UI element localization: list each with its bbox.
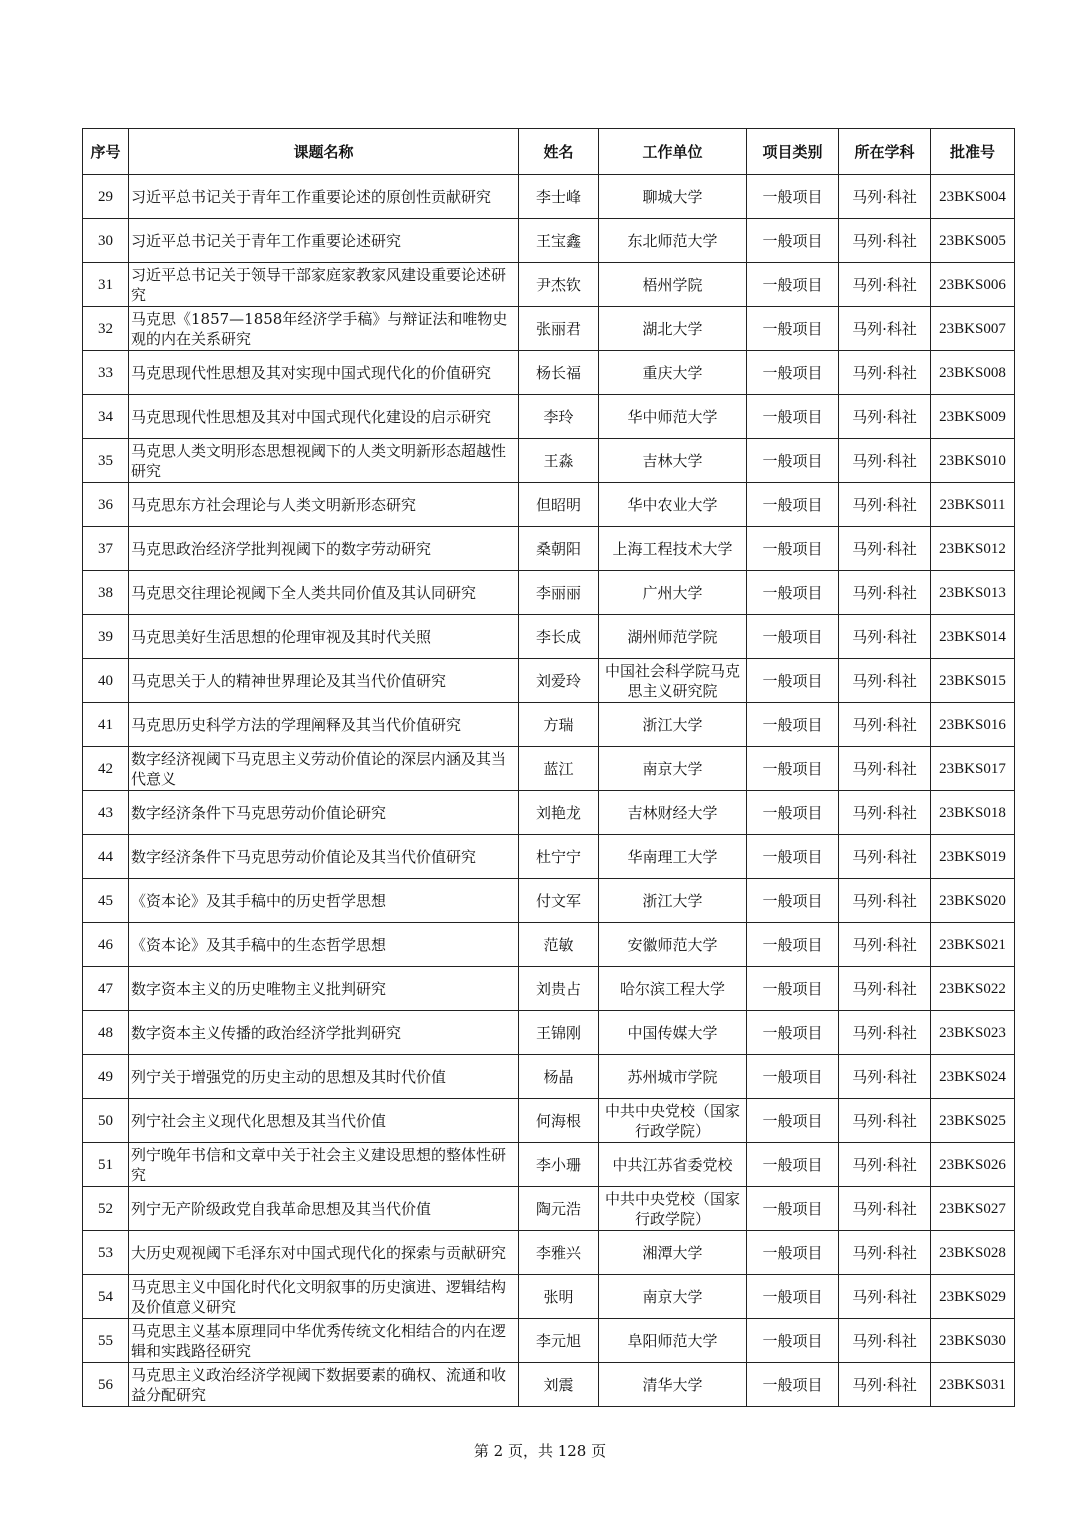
approval-number: 23BKS005	[931, 219, 1015, 263]
table-row	[83, 219, 1015, 263]
work-unit: 苏州城市学院	[599, 1055, 747, 1099]
subject-area: 马列·科社	[839, 1099, 931, 1143]
approval-number: 23BKS025	[931, 1099, 1015, 1143]
table-row	[83, 1231, 1015, 1275]
researcher-name: 李士峰	[519, 175, 599, 219]
researcher-name: 杨晶	[519, 1055, 599, 1099]
researcher-name: 刘艳龙	[519, 791, 599, 835]
project-type: 一般项目	[747, 307, 839, 351]
header-row	[83, 129, 1015, 175]
table-row	[83, 835, 1015, 879]
subject-area: 马列·科社	[839, 615, 931, 659]
subject-area: 马列·科社	[839, 1363, 931, 1407]
approval-number: 23BKS031	[931, 1363, 1015, 1407]
table-row	[83, 351, 1015, 395]
project-title: 马克思关于人的精神世界理论及其当代价值研究	[129, 659, 519, 703]
researcher-name: 李长成	[519, 615, 599, 659]
subject-area: 马列·科社	[839, 1275, 931, 1319]
work-unit: 华中农业大学	[599, 483, 747, 527]
work-unit: 浙江大学	[599, 703, 747, 747]
row-number: 48	[83, 1011, 129, 1055]
approval-number: 23BKS028	[931, 1231, 1015, 1275]
project-title: 列宁无产阶级政党自我革命思想及其当代价值	[129, 1187, 519, 1231]
approval-number: 23BKS006	[931, 263, 1015, 307]
row-number: 49	[83, 1055, 129, 1099]
project-title: 数字经济视阈下马克思主义劳动价值论的深层内涵及其当代意义	[129, 747, 519, 791]
project-title: 习近平总书记关于青年工作重要论述的原创性贡献研究	[129, 175, 519, 219]
project-title: 数字资本主义传播的政治经济学批判研究	[129, 1011, 519, 1055]
researcher-name: 但昭明	[519, 483, 599, 527]
project-title: 列宁晚年书信和文章中关于社会主义建设思想的整体性研究	[129, 1143, 519, 1187]
project-title: 大历史观视阈下毛泽东对中国式现代化的探索与贡献研究	[129, 1231, 519, 1275]
subject-area: 马列·科社	[839, 307, 931, 351]
approval-number: 23BKS026	[931, 1143, 1015, 1187]
project-type: 一般项目	[747, 615, 839, 659]
subject-area: 马列·科社	[839, 175, 931, 219]
subject-area: 马列·科社	[839, 263, 931, 307]
work-unit: 清华大学	[599, 1363, 747, 1407]
row-number: 38	[83, 571, 129, 615]
work-unit: 中共中央党校（国家行政学院）	[599, 1099, 747, 1143]
table-row	[83, 1143, 1015, 1187]
row-number: 46	[83, 923, 129, 967]
project-title: 数字经济条件下马克思劳动价值论及其当代价值研究	[129, 835, 519, 879]
table-row	[83, 263, 1015, 307]
row-number: 33	[83, 351, 129, 395]
header-name: 姓名	[519, 129, 599, 175]
project-type: 一般项目	[747, 1187, 839, 1231]
project-title: 马克思交往理论视阈下全人类共同价值及其认同研究	[129, 571, 519, 615]
work-unit: 安徽师范大学	[599, 923, 747, 967]
researcher-name: 蓝江	[519, 747, 599, 791]
row-number: 32	[83, 307, 129, 351]
project-type: 一般项目	[747, 1319, 839, 1363]
row-number: 42	[83, 747, 129, 791]
subject-area: 马列·科社	[839, 1143, 931, 1187]
table-row	[83, 1187, 1015, 1231]
project-type: 一般项目	[747, 835, 839, 879]
approval-number: 23BKS023	[931, 1011, 1015, 1055]
approval-number: 23BKS029	[931, 1275, 1015, 1319]
approval-number: 23BKS030	[931, 1319, 1015, 1363]
row-number: 52	[83, 1187, 129, 1231]
researcher-name: 范敏	[519, 923, 599, 967]
subject-area: 马列·科社	[839, 1319, 931, 1363]
subject-area: 马列·科社	[839, 703, 931, 747]
row-number: 50	[83, 1099, 129, 1143]
work-unit: 湘潭大学	[599, 1231, 747, 1275]
table-row	[83, 879, 1015, 923]
approval-number: 23BKS019	[931, 835, 1015, 879]
researcher-name: 张丽君	[519, 307, 599, 351]
row-number: 31	[83, 263, 129, 307]
work-unit: 中共江苏省委党校	[599, 1143, 747, 1187]
table-row	[83, 1099, 1015, 1143]
subject-area: 马列·科社	[839, 219, 931, 263]
researcher-name: 李玲	[519, 395, 599, 439]
researcher-name: 方瑞	[519, 703, 599, 747]
work-unit: 吉林财经大学	[599, 791, 747, 835]
project-title: 《资本论》及其手稿中的生态哲学思想	[129, 923, 519, 967]
researcher-name: 刘爱玲	[519, 659, 599, 703]
table-row	[83, 439, 1015, 483]
row-number: 56	[83, 1363, 129, 1407]
subject-area: 马列·科社	[839, 527, 931, 571]
subject-area: 马列·科社	[839, 835, 931, 879]
header-no: 序号	[83, 129, 129, 175]
row-number: 51	[83, 1143, 129, 1187]
work-unit: 广州大学	[599, 571, 747, 615]
subject-area: 马列·科社	[839, 483, 931, 527]
table-row	[83, 395, 1015, 439]
subject-area: 马列·科社	[839, 1231, 931, 1275]
row-number: 41	[83, 703, 129, 747]
work-unit: 哈尔滨工程大学	[599, 967, 747, 1011]
project-type: 一般项目	[747, 483, 839, 527]
approval-number: 23BKS021	[931, 923, 1015, 967]
work-unit: 聊城大学	[599, 175, 747, 219]
header-subject: 所在学科	[839, 129, 931, 175]
table-row	[83, 1055, 1015, 1099]
researcher-name: 刘贵占	[519, 967, 599, 1011]
subject-area: 马列·科社	[839, 571, 931, 615]
project-type: 一般项目	[747, 659, 839, 703]
work-unit: 梧州学院	[599, 263, 747, 307]
table-row	[83, 571, 1015, 615]
row-number: 47	[83, 967, 129, 1011]
work-unit: 浙江大学	[599, 879, 747, 923]
table-row	[83, 1319, 1015, 1363]
project-type: 一般项目	[747, 175, 839, 219]
page-footer: 第 2 页，共 128 页	[473, 1442, 607, 1460]
table-row	[83, 175, 1015, 219]
project-type: 一般项目	[747, 351, 839, 395]
approval-number: 23BKS010	[931, 439, 1015, 483]
project-title: 马克思现代性思想及其对中国式现代化建设的启示研究	[129, 395, 519, 439]
work-unit: 南京大学	[599, 747, 747, 791]
row-number: 29	[83, 175, 129, 219]
approval-number: 23BKS013	[931, 571, 1015, 615]
work-unit: 吉林大学	[599, 439, 747, 483]
researcher-name: 桑朝阳	[519, 527, 599, 571]
approval-number: 23BKS018	[931, 791, 1015, 835]
project-type: 一般项目	[747, 747, 839, 791]
project-title: 数字资本主义的历史唯物主义批判研究	[129, 967, 519, 1011]
project-title: 马克思美好生活思想的伦理审视及其时代关照	[129, 615, 519, 659]
researcher-name: 何海根	[519, 1099, 599, 1143]
row-number: 40	[83, 659, 129, 703]
table-row	[83, 659, 1015, 703]
row-number: 37	[83, 527, 129, 571]
work-unit: 华中师范大学	[599, 395, 747, 439]
researcher-name: 付文军	[519, 879, 599, 923]
work-unit: 上海工程技术大学	[599, 527, 747, 571]
approval-number: 23BKS009	[931, 395, 1015, 439]
project-title: 马克思主义中国化时代化文明叙事的历史演进、逻辑结构及价值意义研究	[129, 1275, 519, 1319]
work-unit: 中国社会科学院马克思主义研究院	[599, 659, 747, 703]
approval-number: 23BKS015	[931, 659, 1015, 703]
approval-number: 23BKS017	[931, 747, 1015, 791]
project-type: 一般项目	[747, 1231, 839, 1275]
table-row	[83, 703, 1015, 747]
project-title: 马克思主义政治经济学视阈下数据要素的确权、流通和收益分配研究	[129, 1363, 519, 1407]
project-type: 一般项目	[747, 439, 839, 483]
project-title: 数字经济条件下马克思劳动价值论研究	[129, 791, 519, 835]
subject-area: 马列·科社	[839, 923, 931, 967]
approval-number: 23BKS014	[931, 615, 1015, 659]
researcher-name: 王淼	[519, 439, 599, 483]
row-number: 55	[83, 1319, 129, 1363]
subject-area: 马列·科社	[839, 439, 931, 483]
subject-area: 马列·科社	[839, 879, 931, 923]
project-title: 马克思现代性思想及其对实现中国式现代化的价值研究	[129, 351, 519, 395]
project-type: 一般项目	[747, 1099, 839, 1143]
work-unit: 中共中央党校（国家行政学院）	[599, 1187, 747, 1231]
table-row	[83, 527, 1015, 571]
work-unit: 东北师范大学	[599, 219, 747, 263]
approval-number: 23BKS016	[931, 703, 1015, 747]
project-type: 一般项目	[747, 395, 839, 439]
table-row	[83, 615, 1015, 659]
approval-number: 23BKS007	[931, 307, 1015, 351]
researcher-name: 刘震	[519, 1363, 599, 1407]
approval-number: 23BKS022	[931, 967, 1015, 1011]
table-row	[83, 967, 1015, 1011]
project-title: 马克思政治经济学批判视阈下的数字劳动研究	[129, 527, 519, 571]
row-number: 34	[83, 395, 129, 439]
project-list-table	[82, 128, 1015, 1407]
table-row	[83, 923, 1015, 967]
researcher-name: 李雅兴	[519, 1231, 599, 1275]
approval-number: 23BKS004	[931, 175, 1015, 219]
table-row	[83, 307, 1015, 351]
project-title: 列宁关于增强党的历史主动的思想及其时代价值	[129, 1055, 519, 1099]
row-number: 35	[83, 439, 129, 483]
project-title: 马克思主义基本原理同中华优秀传统文化相结合的内在逻辑和实践路径研究	[129, 1319, 519, 1363]
header-title: 课题名称	[129, 129, 519, 175]
subject-area: 马列·科社	[839, 1187, 931, 1231]
table-row	[83, 747, 1015, 791]
subject-area: 马列·科社	[839, 395, 931, 439]
row-number: 43	[83, 791, 129, 835]
table-row	[83, 1011, 1015, 1055]
researcher-name: 杜宁宁	[519, 835, 599, 879]
project-type: 一般项目	[747, 1143, 839, 1187]
researcher-name: 张明	[519, 1275, 599, 1319]
approval-number: 23BKS011	[931, 483, 1015, 527]
project-type: 一般项目	[747, 791, 839, 835]
project-type: 一般项目	[747, 1275, 839, 1319]
work-unit: 湖州师范学院	[599, 615, 747, 659]
row-number: 44	[83, 835, 129, 879]
researcher-name: 王宝鑫	[519, 219, 599, 263]
row-number: 30	[83, 219, 129, 263]
header-unit: 工作单位	[599, 129, 747, 175]
project-type: 一般项目	[747, 571, 839, 615]
researcher-name: 杨长福	[519, 351, 599, 395]
work-unit: 华南理工大学	[599, 835, 747, 879]
project-title: 列宁社会主义现代化思想及其当代价值	[129, 1099, 519, 1143]
row-number: 54	[83, 1275, 129, 1319]
project-title: 马克思人类文明形态思想视阈下的人类文明新形态超越性研究	[129, 439, 519, 483]
work-unit: 南京大学	[599, 1275, 747, 1319]
project-type: 一般项目	[747, 1011, 839, 1055]
subject-area: 马列·科社	[839, 1055, 931, 1099]
project-title: 习近平总书记关于领导干部家庭家教家风建设重要论述研究	[129, 263, 519, 307]
row-number: 53	[83, 1231, 129, 1275]
subject-area: 马列·科社	[839, 967, 931, 1011]
row-number: 45	[83, 879, 129, 923]
subject-area: 马列·科社	[839, 791, 931, 835]
table-row	[83, 1363, 1015, 1407]
approval-number: 23BKS008	[931, 351, 1015, 395]
project-type: 一般项目	[747, 1055, 839, 1099]
project-type: 一般项目	[747, 527, 839, 571]
project-type: 一般项目	[747, 263, 839, 307]
researcher-name: 李小珊	[519, 1143, 599, 1187]
project-type: 一般项目	[747, 219, 839, 263]
researcher-name: 李丽丽	[519, 571, 599, 615]
row-number: 39	[83, 615, 129, 659]
subject-area: 马列·科社	[839, 747, 931, 791]
researcher-name: 王锦刚	[519, 1011, 599, 1055]
table-row	[83, 791, 1015, 835]
project-title: 习近平总书记关于青年工作重要论述研究	[129, 219, 519, 263]
researcher-name: 尹杰钦	[519, 263, 599, 307]
row-number: 36	[83, 483, 129, 527]
project-type: 一般项目	[747, 967, 839, 1011]
approval-number: 23BKS024	[931, 1055, 1015, 1099]
project-type: 一般项目	[747, 879, 839, 923]
subject-area: 马列·科社	[839, 1011, 931, 1055]
table-row	[83, 483, 1015, 527]
subject-area: 马列·科社	[839, 659, 931, 703]
project-type: 一般项目	[747, 923, 839, 967]
work-unit: 中国传媒大学	[599, 1011, 747, 1055]
researcher-name: 李元旭	[519, 1319, 599, 1363]
work-unit: 重庆大学	[599, 351, 747, 395]
project-type: 一般项目	[747, 1363, 839, 1407]
project-title: 《资本论》及其手稿中的历史哲学思想	[129, 879, 519, 923]
researcher-name: 陶元浩	[519, 1187, 599, 1231]
approval-number: 23BKS020	[931, 879, 1015, 923]
approval-number: 23BKS027	[931, 1187, 1015, 1231]
subject-area: 马列·科社	[839, 351, 931, 395]
project-title: 马克思《1857—1858年经济学手稿》与辩证法和唯物史观的内在关系研究	[129, 307, 519, 351]
approval-number: 23BKS012	[931, 527, 1015, 571]
header-type: 项目类别	[747, 129, 839, 175]
work-unit: 湖北大学	[599, 307, 747, 351]
project-title: 马克思历史科学方法的学理阐释及其当代价值研究	[129, 703, 519, 747]
table-row	[83, 1275, 1015, 1319]
header-code: 批准号	[931, 129, 1015, 175]
work-unit: 阜阳师范大学	[599, 1319, 747, 1363]
project-title: 马克思东方社会理论与人类文明新形态研究	[129, 483, 519, 527]
table-body	[83, 175, 1015, 1407]
project-type: 一般项目	[747, 703, 839, 747]
